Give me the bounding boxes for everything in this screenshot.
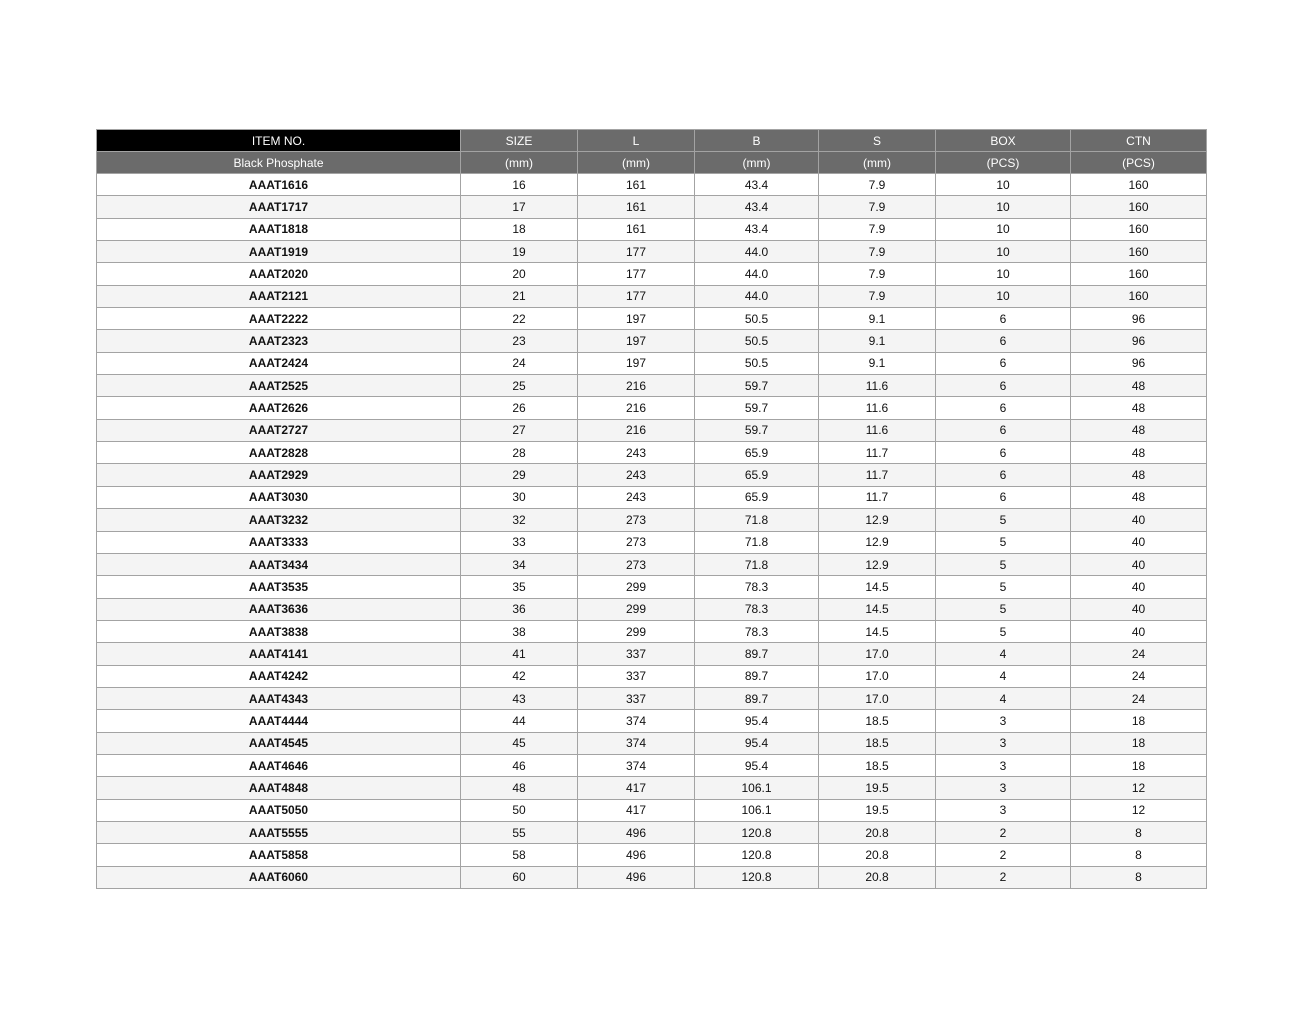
b-cell: 120.8: [695, 866, 819, 888]
item-no-cell: AAAT3434: [97, 553, 461, 575]
item-no-cell: AAAT4848: [97, 777, 461, 799]
finish-header: Black Phosphate: [97, 152, 461, 174]
size-cell: 26: [461, 397, 578, 419]
item-no-cell: AAAT6060: [97, 866, 461, 888]
s-cell: 11.6: [819, 419, 936, 441]
ctn-cell: 24: [1071, 687, 1207, 709]
box-cell: 10: [936, 174, 1071, 196]
table-row: [97, 218, 1207, 240]
size-cell: 33: [461, 531, 578, 553]
spec-table: [96, 129, 1207, 889]
b-cell: 89.7: [695, 643, 819, 665]
ctn-cell: 160: [1071, 241, 1207, 263]
table-row: [97, 665, 1207, 687]
box-cell: 10: [936, 196, 1071, 218]
b-cell: 65.9: [695, 486, 819, 508]
item-no-cell: AAAT2020: [97, 263, 461, 285]
l-cell: 417: [578, 799, 695, 821]
b-cell: 95.4: [695, 732, 819, 754]
item-no-cell: AAAT2525: [97, 375, 461, 397]
size-cell: 32: [461, 509, 578, 531]
s-cell: 11.6: [819, 397, 936, 419]
ctn-cell: 18: [1071, 732, 1207, 754]
ctn-cell: 160: [1071, 174, 1207, 196]
ctn-cell: 40: [1071, 553, 1207, 575]
table-row: [97, 620, 1207, 642]
size-cell: 24: [461, 352, 578, 374]
box-unit: (PCS): [936, 152, 1071, 174]
ctn-cell: 96: [1071, 308, 1207, 330]
table-row: [97, 598, 1207, 620]
ctn-cell: 48: [1071, 486, 1207, 508]
s-cell: 7.9: [819, 196, 936, 218]
size-cell: 16: [461, 174, 578, 196]
ctn-cell: 24: [1071, 665, 1207, 687]
box-cell: 4: [936, 643, 1071, 665]
b-cell: 43.4: [695, 196, 819, 218]
table-body: [97, 174, 1207, 889]
size-cell: 22: [461, 308, 578, 330]
item-no-cell: AAAT3333: [97, 531, 461, 553]
s-cell: 20.8: [819, 844, 936, 866]
s-cell: 17.0: [819, 665, 936, 687]
l-cell: 216: [578, 397, 695, 419]
box-cell: 6: [936, 419, 1071, 441]
item-no-header: ITEM NO.: [97, 130, 461, 152]
l-unit: (mm): [578, 152, 695, 174]
table-row: [97, 732, 1207, 754]
ctn-unit: (PCS): [1071, 152, 1207, 174]
item-no-cell: AAAT3636: [97, 598, 461, 620]
table-row: [97, 866, 1207, 888]
box-cell: 2: [936, 844, 1071, 866]
item-no-cell: AAAT2121: [97, 285, 461, 307]
ctn-cell: 96: [1071, 352, 1207, 374]
box-cell: 5: [936, 598, 1071, 620]
l-cell: 161: [578, 174, 695, 196]
box-cell: 10: [936, 285, 1071, 307]
b-cell: 71.8: [695, 509, 819, 531]
s-cell: 9.1: [819, 352, 936, 374]
item-no-cell: AAAT2929: [97, 464, 461, 486]
table-row: [97, 643, 1207, 665]
size-cell: 20: [461, 263, 578, 285]
table-row: [97, 352, 1207, 374]
l-cell: 161: [578, 196, 695, 218]
s-cell: 14.5: [819, 620, 936, 642]
table-row: [97, 196, 1207, 218]
l-cell: 299: [578, 620, 695, 642]
box-cell: 5: [936, 531, 1071, 553]
size-cell: 38: [461, 620, 578, 642]
l-cell: 337: [578, 665, 695, 687]
s-cell: 19.5: [819, 777, 936, 799]
b-cell: 120.8: [695, 821, 819, 843]
box-cell: 6: [936, 308, 1071, 330]
l-cell: 161: [578, 218, 695, 240]
box-cell: 5: [936, 509, 1071, 531]
b-cell: 71.8: [695, 553, 819, 575]
b-cell: 78.3: [695, 598, 819, 620]
l-cell: 374: [578, 710, 695, 732]
l-cell: 417: [578, 777, 695, 799]
box-cell: 4: [936, 665, 1071, 687]
table-row: [97, 531, 1207, 553]
l-cell: 374: [578, 754, 695, 776]
size-cell: 19: [461, 241, 578, 263]
box-header: BOX: [936, 130, 1071, 152]
table-row: [97, 509, 1207, 531]
size-cell: 21: [461, 285, 578, 307]
ctn-cell: 160: [1071, 285, 1207, 307]
b-header: B: [695, 130, 819, 152]
b-cell: 44.0: [695, 241, 819, 263]
ctn-cell: 40: [1071, 598, 1207, 620]
ctn-cell: 48: [1071, 464, 1207, 486]
size-unit: (mm): [461, 152, 578, 174]
b-cell: 106.1: [695, 799, 819, 821]
box-cell: 5: [936, 553, 1071, 575]
l-cell: 496: [578, 844, 695, 866]
size-cell: 41: [461, 643, 578, 665]
s-cell: 14.5: [819, 576, 936, 598]
table-row: [97, 844, 1207, 866]
size-cell: 27: [461, 419, 578, 441]
ctn-cell: 24: [1071, 643, 1207, 665]
s-cell: 17.0: [819, 687, 936, 709]
size-cell: 29: [461, 464, 578, 486]
size-cell: 35: [461, 576, 578, 598]
s-cell: 19.5: [819, 799, 936, 821]
box-cell: 3: [936, 799, 1071, 821]
item-no-cell: AAAT1919: [97, 241, 461, 263]
b-cell: 95.4: [695, 710, 819, 732]
s-cell: 18.5: [819, 710, 936, 732]
item-no-cell: AAAT4242: [97, 665, 461, 687]
ctn-cell: 48: [1071, 397, 1207, 419]
item-no-cell: AAAT3030: [97, 486, 461, 508]
b-cell: 95.4: [695, 754, 819, 776]
b-cell: 65.9: [695, 464, 819, 486]
s-cell: 14.5: [819, 598, 936, 620]
l-cell: 243: [578, 486, 695, 508]
size-cell: 50: [461, 799, 578, 821]
ctn-cell: 12: [1071, 777, 1207, 799]
b-cell: 44.0: [695, 263, 819, 285]
s-cell: 20.8: [819, 866, 936, 888]
box-cell: 4: [936, 687, 1071, 709]
box-cell: 6: [936, 464, 1071, 486]
s-cell: 12.9: [819, 553, 936, 575]
ctn-cell: 40: [1071, 509, 1207, 531]
b-cell: 78.3: [695, 620, 819, 642]
s-cell: 9.1: [819, 330, 936, 352]
box-cell: 3: [936, 777, 1071, 799]
table-row: [97, 576, 1207, 598]
b-cell: 43.4: [695, 218, 819, 240]
table-row: [97, 397, 1207, 419]
l-cell: 243: [578, 464, 695, 486]
s-cell: 11.7: [819, 486, 936, 508]
box-cell: 6: [936, 352, 1071, 374]
b-cell: 44.0: [695, 285, 819, 307]
box-cell: 3: [936, 732, 1071, 754]
l-cell: 216: [578, 419, 695, 441]
ctn-cell: 8: [1071, 821, 1207, 843]
size-cell: 28: [461, 442, 578, 464]
item-no-cell: AAAT3838: [97, 620, 461, 642]
l-cell: 374: [578, 732, 695, 754]
item-no-cell: AAAT5555: [97, 821, 461, 843]
size-cell: 18: [461, 218, 578, 240]
box-cell: 3: [936, 754, 1071, 776]
item-no-cell: AAAT4141: [97, 643, 461, 665]
size-cell: 45: [461, 732, 578, 754]
table-row: [97, 330, 1207, 352]
table-row: [97, 777, 1207, 799]
ctn-cell: 160: [1071, 218, 1207, 240]
table-row: [97, 710, 1207, 732]
item-no-cell: AAAT2727: [97, 419, 461, 441]
box-cell: 10: [936, 241, 1071, 263]
ctn-cell: 40: [1071, 576, 1207, 598]
b-cell: 50.5: [695, 330, 819, 352]
size-cell: 55: [461, 821, 578, 843]
b-cell: 59.7: [695, 419, 819, 441]
item-no-cell: AAAT2828: [97, 442, 461, 464]
header-row-labels: [97, 130, 1207, 152]
size-cell: 44: [461, 710, 578, 732]
ctn-cell: 48: [1071, 375, 1207, 397]
item-no-cell: AAAT3232: [97, 509, 461, 531]
ctn-cell: 96: [1071, 330, 1207, 352]
size-cell: 17: [461, 196, 578, 218]
s-cell: 18.5: [819, 754, 936, 776]
table-row: [97, 553, 1207, 575]
b-cell: 89.7: [695, 687, 819, 709]
size-cell: 34: [461, 553, 578, 575]
l-cell: 177: [578, 241, 695, 263]
box-cell: 6: [936, 486, 1071, 508]
item-no-cell: AAAT4646: [97, 754, 461, 776]
s-cell: 9.1: [819, 308, 936, 330]
size-cell: 36: [461, 598, 578, 620]
size-cell: 60: [461, 866, 578, 888]
l-header: L: [578, 130, 695, 152]
box-cell: 5: [936, 576, 1071, 598]
item-no-cell: AAAT5858: [97, 844, 461, 866]
l-cell: 337: [578, 643, 695, 665]
s-cell: 20.8: [819, 821, 936, 843]
item-no-cell: AAAT1818: [97, 218, 461, 240]
s-header: S: [819, 130, 936, 152]
table-header: [97, 130, 1207, 174]
table-row: [97, 174, 1207, 196]
l-cell: 496: [578, 866, 695, 888]
b-cell: 71.8: [695, 531, 819, 553]
l-cell: 216: [578, 375, 695, 397]
l-cell: 496: [578, 821, 695, 843]
ctn-cell: 8: [1071, 844, 1207, 866]
b-unit: (mm): [695, 152, 819, 174]
item-no-cell: AAAT3535: [97, 576, 461, 598]
s-cell: 7.9: [819, 263, 936, 285]
b-cell: 78.3: [695, 576, 819, 598]
l-cell: 273: [578, 553, 695, 575]
ctn-cell: 18: [1071, 754, 1207, 776]
ctn-cell: 160: [1071, 196, 1207, 218]
size-cell: 30: [461, 486, 578, 508]
table-row: [97, 442, 1207, 464]
box-cell: 6: [936, 375, 1071, 397]
ctn-cell: 48: [1071, 419, 1207, 441]
table-row: [97, 419, 1207, 441]
s-cell: 11.7: [819, 464, 936, 486]
box-cell: 6: [936, 397, 1071, 419]
s-cell: 12.9: [819, 509, 936, 531]
table-row: [97, 308, 1207, 330]
table-row: [97, 263, 1207, 285]
size-cell: 23: [461, 330, 578, 352]
box-cell: 6: [936, 442, 1071, 464]
l-cell: 177: [578, 285, 695, 307]
size-cell: 42: [461, 665, 578, 687]
b-cell: 59.7: [695, 375, 819, 397]
item-no-cell: AAAT4545: [97, 732, 461, 754]
s-cell: 7.9: [819, 174, 936, 196]
s-cell: 12.9: [819, 531, 936, 553]
size-header: SIZE: [461, 130, 578, 152]
s-cell: 17.0: [819, 643, 936, 665]
box-cell: 2: [936, 866, 1071, 888]
b-cell: 89.7: [695, 665, 819, 687]
l-cell: 273: [578, 531, 695, 553]
box-cell: 10: [936, 263, 1071, 285]
item-no-cell: AAAT4343: [97, 687, 461, 709]
item-no-cell: AAAT2222: [97, 308, 461, 330]
box-cell: 10: [936, 218, 1071, 240]
b-cell: 50.5: [695, 308, 819, 330]
l-cell: 197: [578, 308, 695, 330]
box-cell: 5: [936, 620, 1071, 642]
item-no-cell: AAAT2424: [97, 352, 461, 374]
ctn-cell: 40: [1071, 531, 1207, 553]
table-row: [97, 486, 1207, 508]
table-row: [97, 799, 1207, 821]
l-cell: 299: [578, 576, 695, 598]
item-no-cell: AAAT2626: [97, 397, 461, 419]
table-row: [97, 821, 1207, 843]
b-cell: 120.8: [695, 844, 819, 866]
s-cell: 7.9: [819, 285, 936, 307]
ctn-cell: 18: [1071, 710, 1207, 732]
size-cell: 58: [461, 844, 578, 866]
item-no-cell: AAAT5050: [97, 799, 461, 821]
ctn-cell: 40: [1071, 620, 1207, 642]
l-cell: 299: [578, 598, 695, 620]
ctn-cell: 160: [1071, 263, 1207, 285]
box-cell: 3: [936, 710, 1071, 732]
l-cell: 243: [578, 442, 695, 464]
table-row: [97, 754, 1207, 776]
l-cell: 177: [578, 263, 695, 285]
table-row: [97, 241, 1207, 263]
l-cell: 197: [578, 330, 695, 352]
ctn-header: CTN: [1071, 130, 1207, 152]
s-cell: 7.9: [819, 218, 936, 240]
item-no-cell: AAAT1616: [97, 174, 461, 196]
l-cell: 273: [578, 509, 695, 531]
size-cell: 43: [461, 687, 578, 709]
table-row: [97, 285, 1207, 307]
b-cell: 65.9: [695, 442, 819, 464]
table-row: [97, 375, 1207, 397]
b-cell: 43.4: [695, 174, 819, 196]
table-row: [97, 464, 1207, 486]
box-cell: 6: [936, 330, 1071, 352]
size-cell: 48: [461, 777, 578, 799]
l-cell: 337: [578, 687, 695, 709]
size-cell: 46: [461, 754, 578, 776]
b-cell: 59.7: [695, 397, 819, 419]
b-cell: 106.1: [695, 777, 819, 799]
ctn-cell: 8: [1071, 866, 1207, 888]
b-cell: 50.5: [695, 352, 819, 374]
s-cell: 11.7: [819, 442, 936, 464]
table-row: [97, 687, 1207, 709]
s-cell: 7.9: [819, 241, 936, 263]
ctn-cell: 12: [1071, 799, 1207, 821]
box-cell: 2: [936, 821, 1071, 843]
s-unit: (mm): [819, 152, 936, 174]
ctn-cell: 48: [1071, 442, 1207, 464]
s-cell: 18.5: [819, 732, 936, 754]
header-row-units: [97, 152, 1207, 174]
item-no-cell: AAAT1717: [97, 196, 461, 218]
item-no-cell: AAAT4444: [97, 710, 461, 732]
s-cell: 11.6: [819, 375, 936, 397]
item-no-cell: AAAT2323: [97, 330, 461, 352]
size-cell: 25: [461, 375, 578, 397]
l-cell: 197: [578, 352, 695, 374]
